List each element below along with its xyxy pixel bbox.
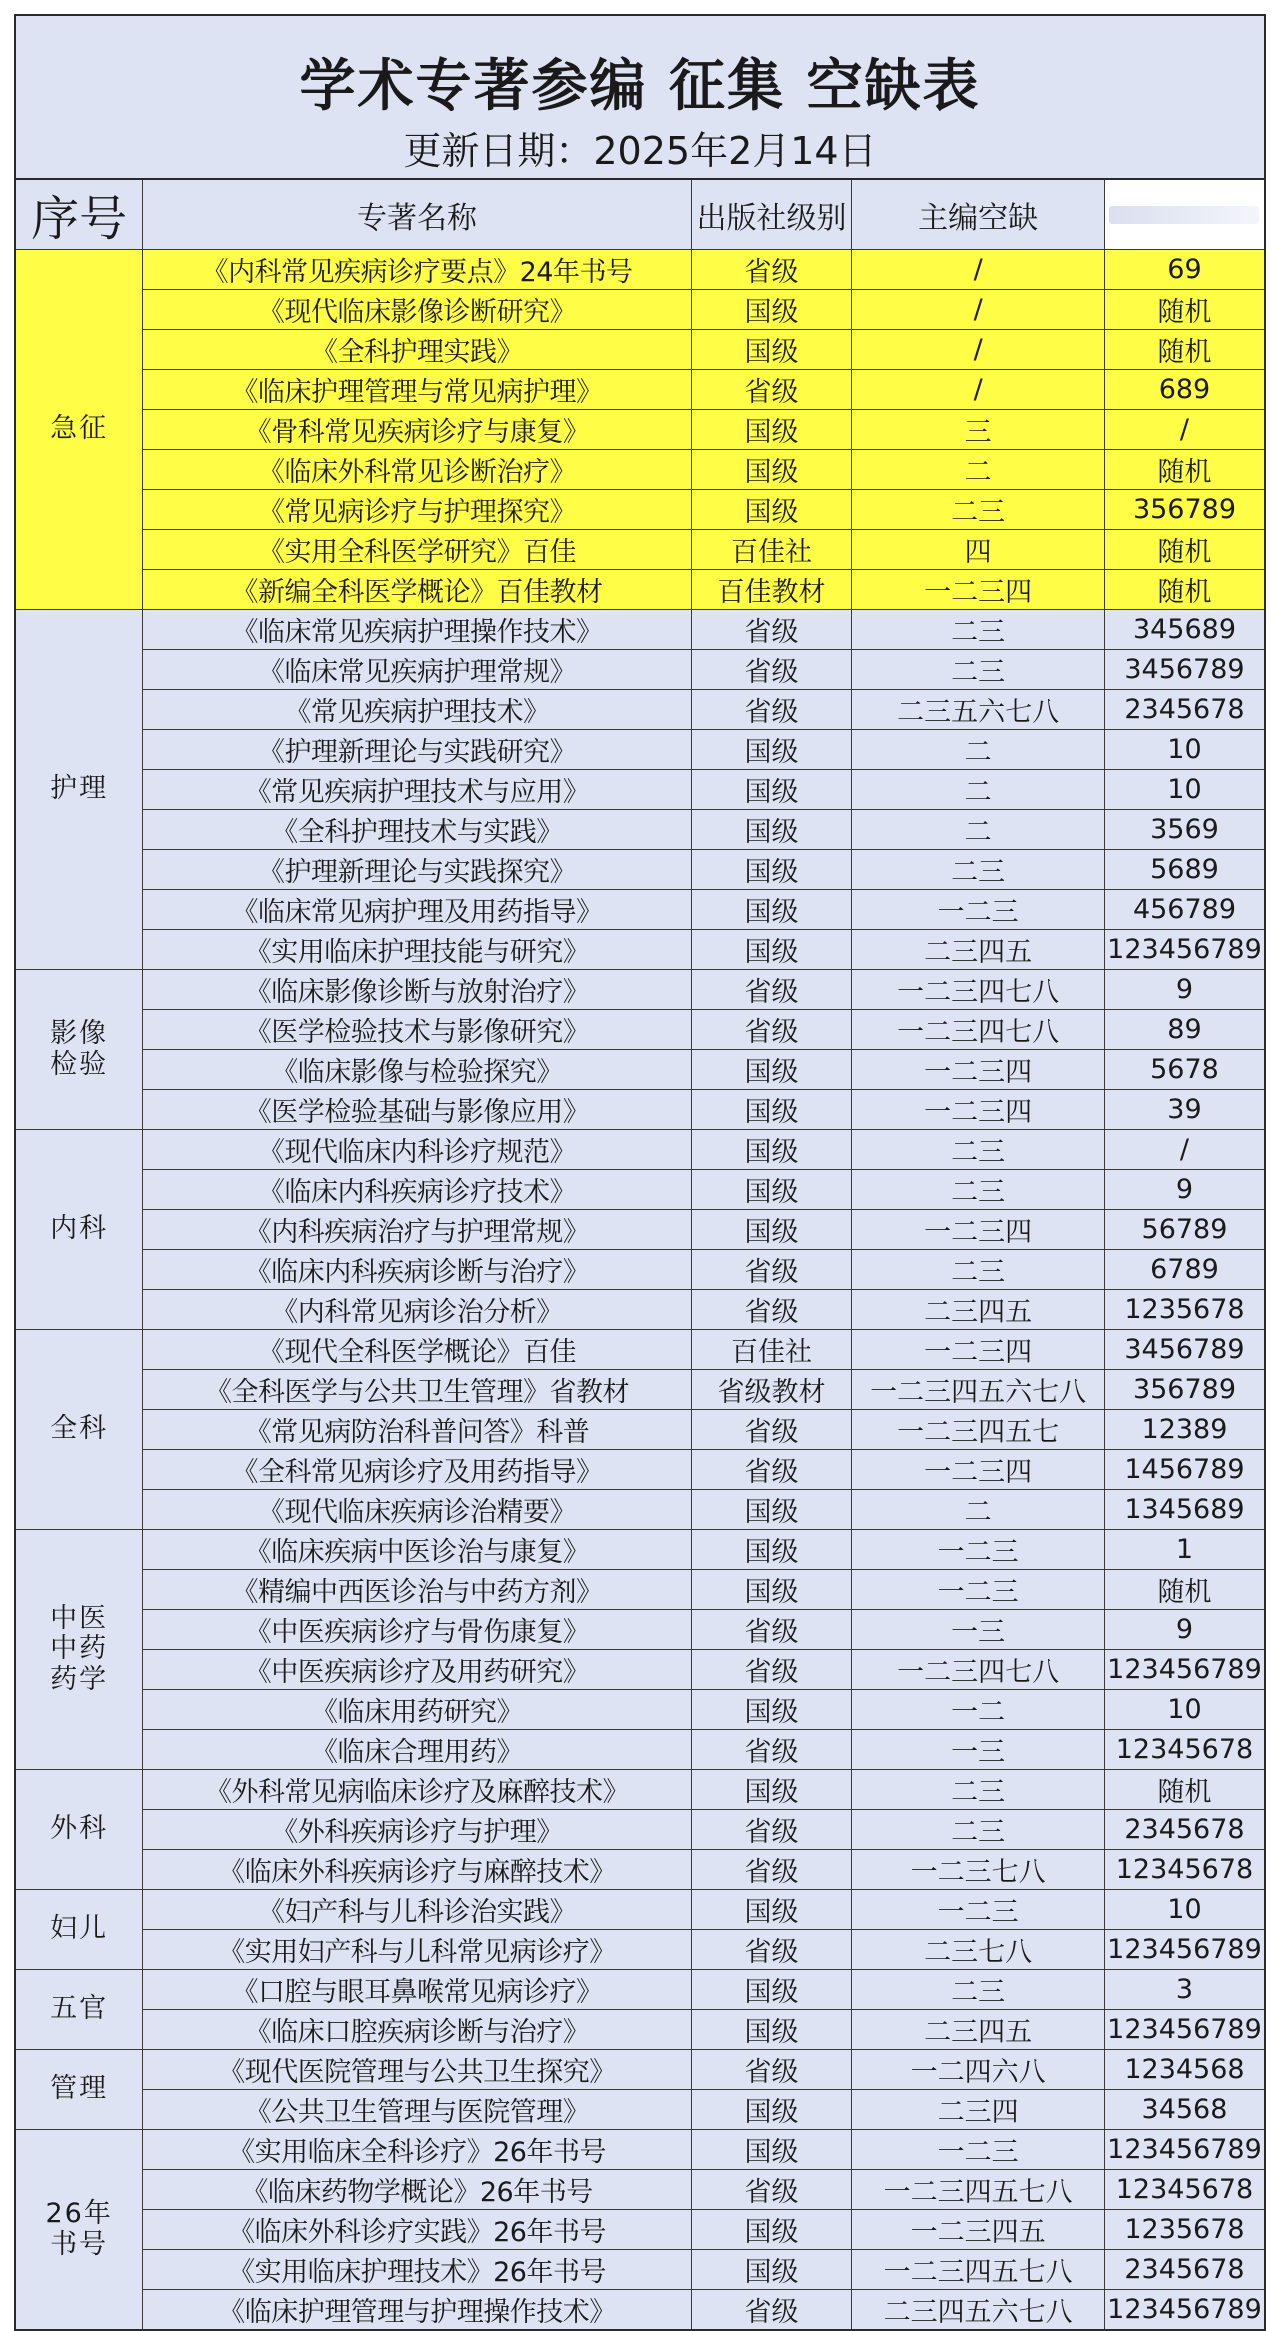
publisher-level-cell: 国级 <box>691 2130 852 2170</box>
publisher-level-cell: 国级 <box>691 2090 852 2130</box>
book-name-cell: 《临床用药研究》 <box>143 1690 691 1730</box>
editor-vacancy-cell: / <box>852 250 1105 290</box>
book-name-cell: 《临床内科疾病诊疗技术》 <box>143 1170 691 1210</box>
editor-vacancy-cell: 二 <box>852 450 1105 490</box>
editor-vacancy-cell: 二 <box>852 810 1105 850</box>
vacancy-number-cell: 123456789 <box>1104 1650 1265 1690</box>
table-row <box>15 610 1265 650</box>
book-name-cell: 《外科疾病诊疗与护理》 <box>143 1810 691 1850</box>
publisher-level-cell: 国级 <box>691 490 852 530</box>
vacancy-number-cell: 6789 <box>1104 1250 1265 1290</box>
vacancy-number-cell: 12389 <box>1104 1410 1265 1450</box>
table-row <box>15 730 1265 770</box>
table-row <box>15 1890 1265 1930</box>
vacancy-number-cell: 3569 <box>1104 810 1265 850</box>
editor-vacancy-cell: 一三 <box>852 1610 1105 1650</box>
publisher-level-cell: 国级 <box>691 1690 852 1730</box>
publisher-level-cell: 百佳教材 <box>691 570 852 610</box>
vacancy-number-cell: 56789 <box>1104 1210 1265 1250</box>
category-cell: 全科 <box>15 1330 143 1530</box>
vacancy-number-cell: / <box>1104 1130 1265 1170</box>
editor-vacancy-cell: 二三 <box>852 1130 1105 1170</box>
category-cell: 26年 书号 <box>15 2130 143 2331</box>
vacancy-number-cell: 1456789 <box>1104 1450 1265 1490</box>
vacancy-number-cell: 123456789 <box>1104 1930 1265 1970</box>
book-name-cell: 《内科常见疾病诊疗要点》24年书号 <box>143 250 691 290</box>
book-name-cell: 《临床影像与检验探究》 <box>143 1050 691 1090</box>
table-row <box>15 2290 1265 2331</box>
table-row <box>15 1570 1265 1610</box>
table-row <box>15 1090 1265 1130</box>
book-name-cell: 《临床外科疾病诊疗与麻醉技术》 <box>143 1850 691 1890</box>
table-row <box>15 530 1265 570</box>
category-cell: 急征 <box>15 250 143 610</box>
book-name-cell: 《护理新理论与实践研究》 <box>143 730 691 770</box>
book-name-cell: 《临床合理用药》 <box>143 1730 691 1770</box>
publisher-level-cell: 省级 <box>691 250 852 290</box>
vacancy-number-cell: 随机 <box>1104 1770 1265 1810</box>
vacancy-number-cell: 456789 <box>1104 890 1265 930</box>
publisher-level-cell: 省级 <box>691 1610 852 1650</box>
publisher-level-cell: 国级 <box>691 290 852 330</box>
table-row <box>15 1410 1265 1450</box>
publisher-level-cell: 省级 <box>691 1450 852 1490</box>
editor-vacancy-cell: 一二三四 <box>852 1210 1105 1250</box>
editor-vacancy-cell: 二三四 <box>852 2090 1105 2130</box>
vacancy-number-cell: 69 <box>1104 250 1265 290</box>
table-row <box>15 1810 1265 1850</box>
editor-vacancy-cell: 一三 <box>852 1730 1105 1770</box>
publisher-level-cell: 省级 <box>691 1650 852 1690</box>
redacted-label <box>1109 206 1259 224</box>
category-cell: 影像 检验 <box>15 970 143 1130</box>
editor-vacancy-cell: 一二三四 <box>852 1450 1105 1490</box>
table-row <box>15 1290 1265 1330</box>
publisher-level-cell: 省级 <box>691 1930 852 1970</box>
editor-vacancy-cell: 二三四五 <box>852 2010 1105 2050</box>
publisher-level-cell: 国级 <box>691 1210 852 1250</box>
vacancy-number-cell: 10 <box>1104 770 1265 810</box>
vacancy-number-cell: 12345678 <box>1104 1850 1265 1890</box>
publisher-level-cell: 国级 <box>691 2210 852 2250</box>
editor-vacancy-cell: 二三四五 <box>852 930 1105 970</box>
col-header-seq: 序号 <box>15 179 143 250</box>
publisher-level-cell: 省级 <box>691 1810 852 1850</box>
editor-vacancy-cell: 一二三 <box>852 1530 1105 1570</box>
table-row <box>15 2010 1265 2050</box>
vacancy-number-cell: 9 <box>1104 1610 1265 1650</box>
vacancy-table <box>14 178 1266 2331</box>
editor-vacancy-cell: 二三 <box>852 1170 1105 1210</box>
vacancy-number-cell: 123456789 <box>1104 2290 1265 2331</box>
publisher-level-cell: 省级 <box>691 1010 852 1050</box>
publisher-level-cell: 国级 <box>691 2010 852 2050</box>
publisher-level-cell: 国级 <box>691 330 852 370</box>
publisher-level-cell: 国级 <box>691 1170 852 1210</box>
table-row <box>15 370 1265 410</box>
table-row <box>15 810 1265 850</box>
category-cell: 外科 <box>15 1770 143 1890</box>
book-name-cell: 《中医疾病诊疗及用药研究》 <box>143 1650 691 1690</box>
publisher-level-cell: 省级 <box>691 370 852 410</box>
table-row <box>15 1610 1265 1650</box>
editor-vacancy-cell: 一二三 <box>852 890 1105 930</box>
table-row <box>15 650 1265 690</box>
book-name-cell: 《临床影像诊断与放射治疗》 <box>143 970 691 1010</box>
book-name-cell: 《临床常见疾病护理常规》 <box>143 650 691 690</box>
table-row <box>15 2250 1265 2290</box>
publisher-level-cell: 省级 <box>691 1730 852 1770</box>
page-title: 学术专著参编 征集 空缺表 <box>299 54 981 119</box>
publisher-level-cell: 国级 <box>691 1050 852 1090</box>
publisher-level-cell: 省级 <box>691 1410 852 1450</box>
editor-vacancy-cell: 四 <box>852 530 1105 570</box>
table-row <box>15 2090 1265 2130</box>
book-name-cell: 《临床外科诊疗实践》26年书号 <box>143 2210 691 2250</box>
table-row <box>15 1250 1265 1290</box>
vacancy-number-cell: 345689 <box>1104 610 1265 650</box>
book-name-cell: 《医学检验技术与影像研究》 <box>143 1010 691 1050</box>
book-name-cell: 《常见疾病护理技术》 <box>143 690 691 730</box>
table-row <box>15 1050 1265 1090</box>
table-header-row <box>15 179 1265 250</box>
sheet-header <box>14 14 1266 178</box>
publisher-level-cell: 省级 <box>691 690 852 730</box>
vacancy-number-cell: 689 <box>1104 370 1265 410</box>
editor-vacancy-cell: 二三 <box>852 1970 1105 2010</box>
book-name-cell: 《实用临床护理技能与研究》 <box>143 930 691 970</box>
vacancy-number-cell: 12345678 <box>1104 1730 1265 1770</box>
publisher-level-cell: 省级 <box>691 2290 852 2331</box>
publisher-level-cell: 省级 <box>691 2050 852 2090</box>
publisher-level-cell: 国级 <box>691 810 852 850</box>
book-name-cell: 《临床口腔疾病诊断与治疗》 <box>143 2010 691 2050</box>
publisher-level-cell: 国级 <box>691 1770 852 1810</box>
publisher-level-cell: 国级 <box>691 890 852 930</box>
publisher-level-cell: 省级 <box>691 970 852 1010</box>
book-name-cell: 《公共卫生管理与医院管理》 <box>143 2090 691 2130</box>
book-name-cell: 《临床疾病中医诊治与康复》 <box>143 1530 691 1570</box>
editor-vacancy-cell: 二三四五 <box>852 1290 1105 1330</box>
table-row <box>15 1010 1265 1050</box>
vacancy-number-cell: 9 <box>1104 1170 1265 1210</box>
editor-vacancy-cell: 二三 <box>852 610 1105 650</box>
publisher-level-cell: 省级 <box>691 1250 852 1290</box>
book-name-cell: 《妇产科与儿科诊治实践》 <box>143 1890 691 1930</box>
editor-vacancy-cell: 二三四五六七八 <box>852 2290 1105 2331</box>
publisher-level-cell: 国级 <box>691 850 852 890</box>
editor-vacancy-cell: 二三五六七八 <box>852 690 1105 730</box>
editor-vacancy-cell: 二 <box>852 770 1105 810</box>
vacancy-number-cell: 3456789 <box>1104 1330 1265 1370</box>
book-name-cell: 《常见疾病护理技术与应用》 <box>143 770 691 810</box>
editor-vacancy-cell: 一二三四 <box>852 570 1105 610</box>
vacancy-number-cell: 356789 <box>1104 1370 1265 1410</box>
editor-vacancy-cell: 一二三 <box>852 2130 1105 2170</box>
vacancy-number-cell: 89 <box>1104 1010 1265 1050</box>
category-cell: 中医 中药 药学 <box>15 1530 143 1770</box>
table-row <box>15 2170 1265 2210</box>
category-cell: 妇儿 <box>15 1890 143 1970</box>
vacancy-number-cell: 1235678 <box>1104 2210 1265 2250</box>
col-header-level: 出版社级别 <box>691 179 852 250</box>
book-name-cell: 《临床药物学概论》26年书号 <box>143 2170 691 2210</box>
publisher-level-cell: 省级 <box>691 1290 852 1330</box>
editor-vacancy-cell: 一二三四七八 <box>852 970 1105 1010</box>
editor-vacancy-cell: 二 <box>852 730 1105 770</box>
update-date: 更新日期：2025年2月14日 <box>403 129 877 173</box>
col-header-name: 专著名称 <box>143 179 691 250</box>
publisher-level-cell: 省级教材 <box>691 1370 852 1410</box>
publisher-level-cell: 国级 <box>691 1570 852 1610</box>
vacancy-number-cell: 随机 <box>1104 330 1265 370</box>
table-row <box>15 890 1265 930</box>
book-name-cell: 《精编中西医诊治与中药方剂》 <box>143 1570 691 1610</box>
editor-vacancy-cell: 一二三四五七 <box>852 1410 1105 1450</box>
editor-vacancy-cell: 一二四六八 <box>852 2050 1105 2090</box>
vacancy-number-cell: 123456789 <box>1104 2130 1265 2170</box>
vacancy-number-cell: 1345689 <box>1104 1490 1265 1530</box>
table-row <box>15 2210 1265 2250</box>
editor-vacancy-cell: 一二三四七八 <box>852 1010 1105 1050</box>
publisher-level-cell: 省级 <box>691 650 852 690</box>
vacancy-number-cell: 12345678 <box>1104 2170 1265 2210</box>
table-row <box>15 850 1265 890</box>
vacancy-number-cell: 2345678 <box>1104 1810 1265 1850</box>
publisher-level-cell: 国级 <box>691 730 852 770</box>
editor-vacancy-cell: 一二三四 <box>852 1330 1105 1370</box>
book-name-cell: 《实用临床全科诊疗》26年书号 <box>143 2130 691 2170</box>
table-row <box>15 690 1265 730</box>
vacancy-number-cell: 2345678 <box>1104 690 1265 730</box>
table-row <box>15 930 1265 970</box>
category-cell: 护理 <box>15 610 143 970</box>
book-name-cell: 《实用临床护理技术》26年书号 <box>143 2250 691 2290</box>
book-name-cell: 《现代临床疾病诊治精要》 <box>143 1490 691 1530</box>
editor-vacancy-cell: 二三七八 <box>852 1930 1105 1970</box>
publisher-level-cell: 百佳社 <box>691 530 852 570</box>
table-row <box>15 410 1265 450</box>
book-name-cell: 《临床常见病护理及用药指导》 <box>143 890 691 930</box>
publisher-level-cell: 国级 <box>691 1970 852 2010</box>
editor-vacancy-cell: 二三 <box>852 650 1105 690</box>
table-row <box>15 570 1265 610</box>
table-row <box>15 1450 1265 1490</box>
book-name-cell: 《外科常见病临床诊疗及麻醉技术》 <box>143 1770 691 1810</box>
vacancy-number-cell: 1235678 <box>1104 1290 1265 1330</box>
vacancy-number-cell: 1234568 <box>1104 2050 1265 2090</box>
publisher-level-cell: 国级 <box>691 1090 852 1130</box>
table-row <box>15 1210 1265 1250</box>
editor-vacancy-cell: 二三 <box>852 1810 1105 1850</box>
book-name-cell: 《全科护理实践》 <box>143 330 691 370</box>
editor-vacancy-cell: 一二三四 <box>852 1090 1105 1130</box>
editor-vacancy-cell: 一二三四七八 <box>852 1650 1105 1690</box>
vacancy-number-cell: 3 <box>1104 1970 1265 2010</box>
publisher-level-cell: 国级 <box>691 1530 852 1570</box>
editor-vacancy-cell: 二三 <box>852 1250 1105 1290</box>
vacancy-number-cell: 随机 <box>1104 450 1265 490</box>
book-name-cell: 《临床外科常见诊断治疗》 <box>143 450 691 490</box>
book-name-cell: 《内科常见病诊治分析》 <box>143 1290 691 1330</box>
book-name-cell: 《骨科常见疾病诊疗与康复》 <box>143 410 691 450</box>
table-row <box>15 1130 1265 1170</box>
table-row <box>15 1730 1265 1770</box>
table-row <box>15 1690 1265 1730</box>
vacancy-number-cell: 123456789 <box>1104 2010 1265 2050</box>
col-header-editor: 主编空缺 <box>852 179 1105 250</box>
publisher-level-cell: 百佳社 <box>691 1330 852 1370</box>
editor-vacancy-cell: / <box>852 330 1105 370</box>
book-name-cell: 《临床常见疾病护理操作技术》 <box>143 610 691 650</box>
book-name-cell: 《口腔与眼耳鼻喉常见病诊疗》 <box>143 1970 691 2010</box>
table-row <box>15 1850 1265 1890</box>
book-name-cell: 《实用妇产科与儿科常见病诊疗》 <box>143 1930 691 1970</box>
publisher-level-cell: 国级 <box>691 770 852 810</box>
vacancy-number-cell: 随机 <box>1104 530 1265 570</box>
editor-vacancy-cell: / <box>852 290 1105 330</box>
table-row <box>15 1970 1265 2010</box>
table-row <box>15 1490 1265 1530</box>
book-name-cell: 《护理新理论与实践探究》 <box>143 850 691 890</box>
table-row <box>15 2050 1265 2090</box>
table-row <box>15 1930 1265 1970</box>
table-row <box>15 1650 1265 1690</box>
book-name-cell: 《现代医院管理与公共卫生探究》 <box>143 2050 691 2090</box>
table-row <box>15 330 1265 370</box>
vacancy-number-cell: 随机 <box>1104 1570 1265 1610</box>
editor-vacancy-cell: 二三 <box>852 850 1105 890</box>
table-row <box>15 1370 1265 1410</box>
publisher-level-cell: 省级 <box>691 1850 852 1890</box>
editor-vacancy-cell: 一二三四五七八 <box>852 2250 1105 2290</box>
table-row <box>15 1770 1265 1810</box>
vacancy-number-cell: 39 <box>1104 1090 1265 1130</box>
book-name-cell: 《全科常见病诊疗及用药指导》 <box>143 1450 691 1490</box>
table-row <box>15 970 1265 1010</box>
book-name-cell: 《内科疾病治疗与护理常规》 <box>143 1210 691 1250</box>
table-row <box>15 1170 1265 1210</box>
publisher-level-cell: 省级 <box>691 610 852 650</box>
table-row <box>15 1530 1265 1570</box>
table-row <box>15 770 1265 810</box>
editor-vacancy-cell: 一二三七八 <box>852 1850 1105 1890</box>
vacancy-number-cell: 356789 <box>1104 490 1265 530</box>
vacancy-number-cell: 3456789 <box>1104 650 1265 690</box>
vacancy-number-cell: 1 <box>1104 1530 1265 1570</box>
editor-vacancy-cell: 三 <box>852 410 1105 450</box>
editor-vacancy-cell: 二三 <box>852 490 1105 530</box>
editor-vacancy-cell: 一二三 <box>852 1570 1105 1610</box>
book-name-cell: 《常见病防治科普问答》科普 <box>143 1410 691 1450</box>
book-name-cell: 《实用全科医学研究》百佳 <box>143 530 691 570</box>
publisher-level-cell: 国级 <box>691 410 852 450</box>
publisher-level-cell: 省级 <box>691 2170 852 2210</box>
editor-vacancy-cell: / <box>852 370 1105 410</box>
vacancy-number-cell: 随机 <box>1104 570 1265 610</box>
vacancy-number-cell: 34568 <box>1104 2090 1265 2130</box>
vacancy-number-cell: 10 <box>1104 730 1265 770</box>
book-name-cell: 《现代临床影像诊断研究》 <box>143 290 691 330</box>
table-row <box>15 450 1265 490</box>
editor-vacancy-cell: 一二三四五七八 <box>852 2170 1105 2210</box>
editor-vacancy-cell: 一二三四 <box>852 1050 1105 1090</box>
editor-vacancy-cell: 二三 <box>852 1770 1105 1810</box>
vacancy-number-cell: 9 <box>1104 970 1265 1010</box>
book-name-cell: 《医学检验基础与影像应用》 <box>143 1090 691 1130</box>
book-name-cell: 《临床护理管理与常见病护理》 <box>143 370 691 410</box>
editor-vacancy-cell: 二 <box>852 1490 1105 1530</box>
publisher-level-cell: 国级 <box>691 1890 852 1930</box>
publisher-level-cell: 国级 <box>691 450 852 490</box>
vacancy-number-cell: 123456789 <box>1104 930 1265 970</box>
vacancy-number-cell: 10 <box>1104 1690 1265 1730</box>
book-name-cell: 《全科医学与公共卫生管理》省教材 <box>143 1370 691 1410</box>
vacancy-number-cell: 5689 <box>1104 850 1265 890</box>
book-name-cell: 《现代全科医学概论》百佳 <box>143 1330 691 1370</box>
category-cell: 五官 <box>15 1970 143 2050</box>
category-cell: 管理 <box>15 2050 143 2130</box>
book-name-cell: 《新编全科医学概论》百佳教材 <box>143 570 691 610</box>
category-cell: 内科 <box>15 1130 143 1330</box>
book-name-cell: 《临床内科疾病诊断与治疗》 <box>143 1250 691 1290</box>
table-row <box>15 2130 1265 2170</box>
vacancy-number-cell: 随机 <box>1104 290 1265 330</box>
table-row <box>15 290 1265 330</box>
col-header-redacted <box>1104 179 1265 250</box>
book-name-cell: 《全科护理技术与实践》 <box>143 810 691 850</box>
table-row <box>15 250 1265 290</box>
book-name-cell: 《现代临床内科诊疗规范》 <box>143 1130 691 1170</box>
vacancy-number-cell: 2345678 <box>1104 2250 1265 2290</box>
editor-vacancy-cell: 一二三四五六七八 <box>852 1370 1105 1410</box>
editor-vacancy-cell: 一二三四五 <box>852 2210 1105 2250</box>
publisher-level-cell: 国级 <box>691 930 852 970</box>
book-name-cell: 《临床护理管理与护理操作技术》 <box>143 2290 691 2331</box>
editor-vacancy-cell: 一二三 <box>852 1890 1105 1930</box>
book-name-cell: 《常见病诊疗与护理探究》 <box>143 490 691 530</box>
book-name-cell: 《中医疾病诊疗与骨伤康复》 <box>143 1610 691 1650</box>
table-row <box>15 1330 1265 1370</box>
publisher-level-cell: 国级 <box>691 1490 852 1530</box>
editor-vacancy-cell: 一二 <box>852 1690 1105 1730</box>
vacancy-number-cell: / <box>1104 410 1265 450</box>
publisher-level-cell: 国级 <box>691 1130 852 1170</box>
vacancy-number-cell: 5678 <box>1104 1050 1265 1090</box>
publisher-level-cell: 国级 <box>691 2250 852 2290</box>
table-row <box>15 490 1265 530</box>
vacancy-number-cell: 10 <box>1104 1890 1265 1930</box>
